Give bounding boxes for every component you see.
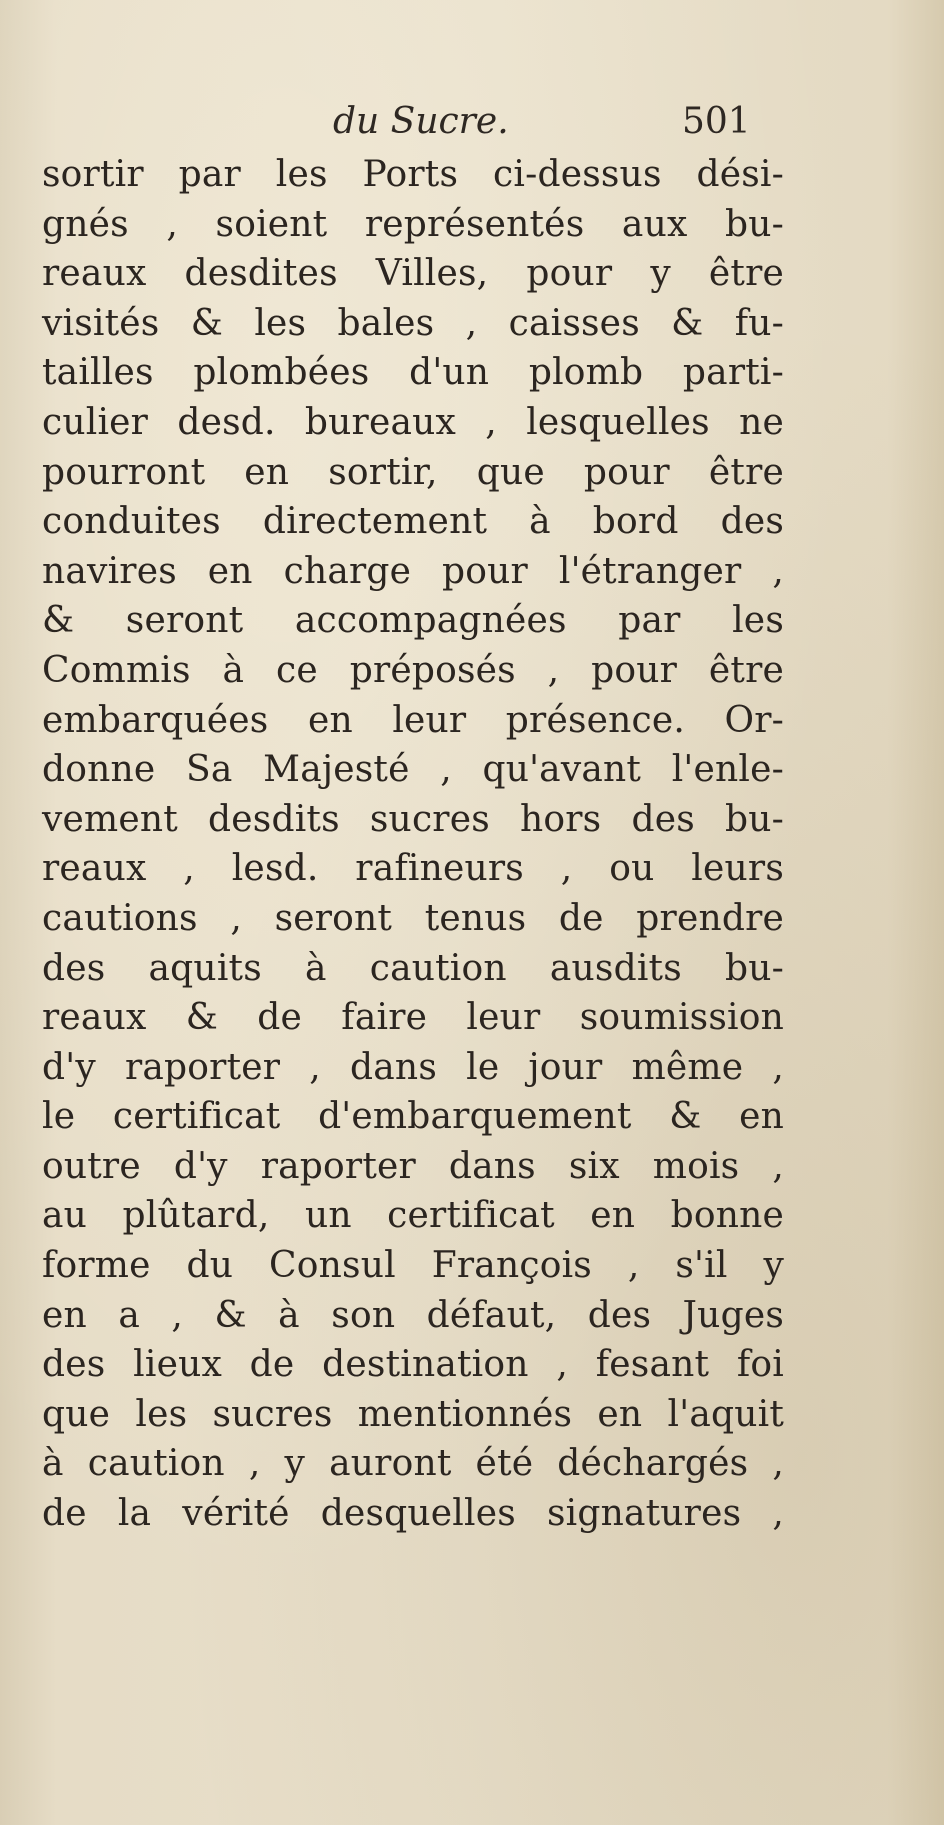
text-line: vement desdits sucres hors des bu- [42, 798, 784, 840]
text-line: & seront accompagnées par les [42, 600, 784, 642]
text-line: le certificat d'embarquement & en [42, 1096, 784, 1138]
text-line: des lieux de destination , fesant foi [42, 1344, 784, 1386]
text-line: Commis à ce préposés , pour être [42, 649, 784, 691]
text-line: tailles plombées d'un plomb parti- [42, 352, 784, 394]
text-line: à caution , y auront été déchargés , [42, 1443, 784, 1485]
page-number: 501 [682, 101, 751, 142]
text-line: que les sucres mentionnés en l'aquit [42, 1393, 784, 1435]
text-line: d'y raporter , dans le jour même , [42, 1046, 784, 1088]
text-line: de la vérité desquelles signatures , [42, 1493, 784, 1535]
text-line: des aquits à caution ausdits bu- [42, 947, 784, 989]
text-line: conduites directement à bord des [42, 501, 784, 543]
text-line: visités & les bales , caisses & fu- [42, 302, 784, 344]
text-line: reaux , lesd. rafineurs , ou leurs [42, 848, 784, 890]
text-line: sortir par les Ports ci-dessus dési- [42, 154, 784, 195]
text-line: reaux desdites Villes, pour y être [42, 253, 784, 295]
text-line: au plûtard, un certificat en bonne [42, 1195, 784, 1237]
text-line: embarquées en leur présence. Or- [42, 699, 784, 741]
text-line: culier desd. bureaux , lesquelles ne [42, 401, 784, 443]
text-line: donne Sa Majesté , qu'avant l'enle- [42, 749, 784, 791]
running-head: du Sucre. [333, 101, 509, 142]
text-line: pourront en sortir, que pour être [42, 451, 784, 493]
page-header [0, 92, 944, 152]
text-line: forme du Consul François , s'il y [42, 1245, 784, 1287]
text-line: en a , & à son défaut, des Juges [42, 1294, 784, 1336]
text-line: reaux & de faire leur soumission [42, 997, 784, 1039]
text-line: gnés , soient représentés aux bu- [42, 203, 784, 245]
body-text [42, 150, 784, 1539]
text-line: cautions , seront tenus de prendre [42, 897, 784, 939]
text-line: outre d'y raporter dans six mois , [42, 1145, 784, 1187]
text-line: navires en charge pour l'étranger , [42, 550, 784, 592]
